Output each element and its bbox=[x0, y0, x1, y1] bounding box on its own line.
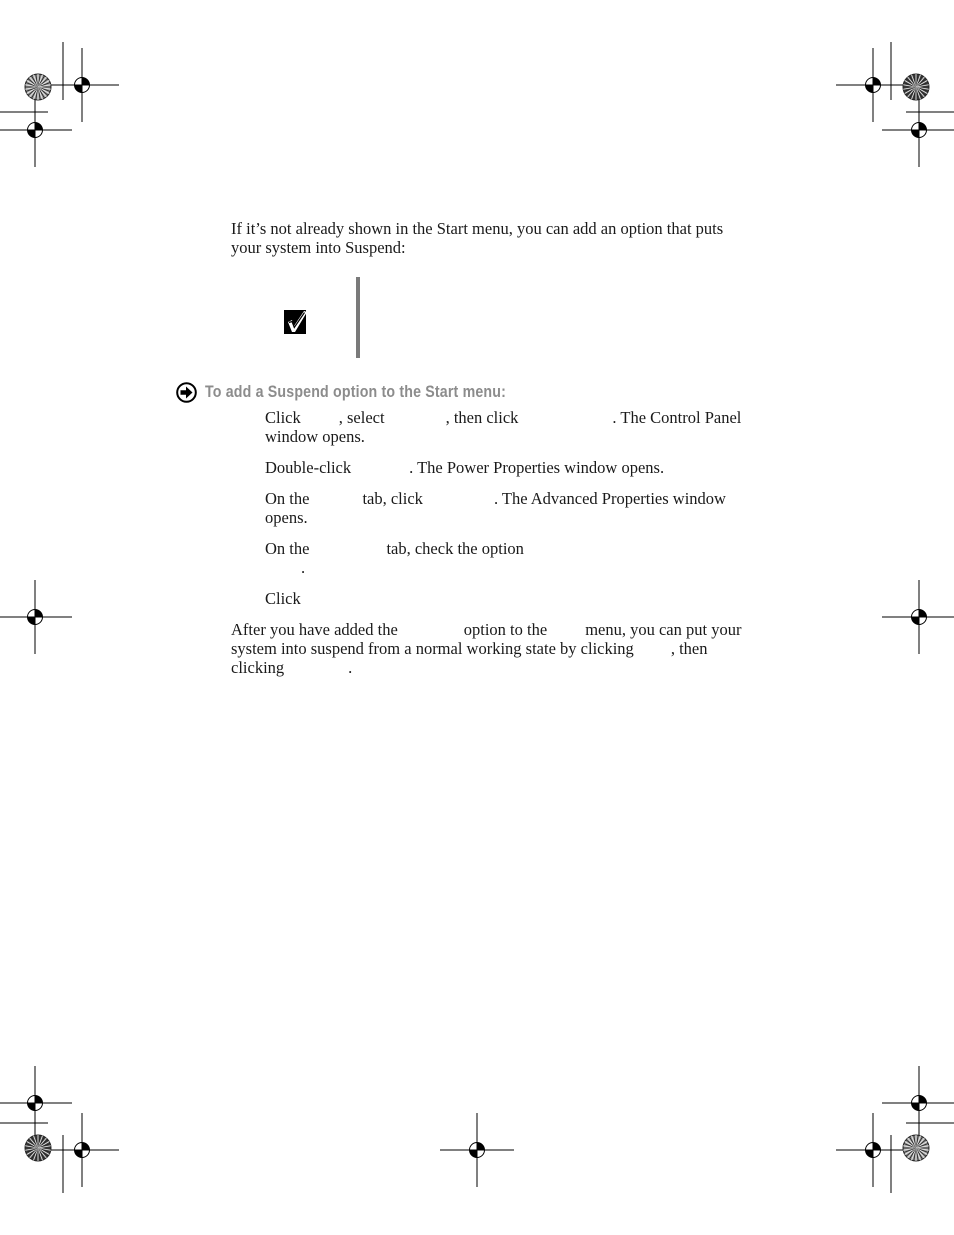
registration-target-icon bbox=[882, 580, 954, 654]
step-3-text-b: tab, click bbox=[362, 489, 423, 508]
step-1-text-e: window opens. bbox=[265, 427, 365, 446]
starburst-icon bbox=[903, 74, 929, 100]
step-3-text-a: On the bbox=[265, 489, 310, 508]
after-line-2b: , then bbox=[670, 639, 708, 658]
registration-target-icon bbox=[0, 580, 72, 654]
registration-target-icon bbox=[0, 1066, 72, 1140]
after-paragraph bbox=[231, 620, 741, 677]
after-line-1a: After you have added the bbox=[231, 620, 398, 639]
step-1-text-b: , select bbox=[338, 408, 385, 427]
step-4-text-c: . bbox=[301, 558, 306, 577]
step-1-text-a: Click bbox=[265, 408, 301, 427]
registration-target-icon bbox=[45, 48, 119, 122]
intro-line-2: your system into Suspend: bbox=[231, 238, 406, 257]
step-2-text-b: . The Power Properties window opens. bbox=[409, 458, 665, 477]
intro-paragraph bbox=[231, 219, 723, 257]
step-4-text-b: tab, check the option bbox=[386, 539, 524, 558]
starburst-icon bbox=[903, 1135, 929, 1161]
after-line-1c: menu, you can put your bbox=[585, 620, 742, 639]
registration-target-icon bbox=[45, 1113, 119, 1187]
registration-target-icon bbox=[882, 1066, 954, 1140]
procedure-step-3 bbox=[265, 489, 726, 527]
intro-line-1: If it’s not already shown in the Start menu, you can add an option that puts bbox=[231, 219, 724, 238]
after-line-1b: option to the bbox=[463, 620, 548, 639]
starburst-icon bbox=[25, 74, 51, 100]
procedure-step-4 bbox=[265, 539, 524, 577]
step-5-text-a: Click bbox=[265, 589, 301, 608]
step-3-text-c: . The Advanced Properties window bbox=[493, 489, 726, 508]
step-1-text-d: . The Control Panel bbox=[612, 408, 742, 427]
starburst-icon bbox=[25, 1135, 51, 1161]
procedure-step-1 bbox=[265, 408, 741, 446]
procedure-step-5 bbox=[265, 589, 301, 608]
registration-target-icon bbox=[882, 93, 954, 167]
procedure-title: To add a Suspend option to the Start menu: bbox=[205, 383, 507, 401]
note-divider bbox=[356, 277, 360, 358]
step-1-text-c: , then click bbox=[445, 408, 519, 427]
after-line-2a: system into suspend from a normal working state by clicking bbox=[231, 639, 634, 658]
check-mark-icon bbox=[283, 309, 309, 335]
registration-target-icon bbox=[0, 93, 72, 167]
procedure-step-2 bbox=[265, 458, 664, 477]
registration-target-icon bbox=[440, 1113, 514, 1187]
right-arrow-circle-icon bbox=[176, 382, 197, 403]
registration-target-icon bbox=[836, 48, 910, 122]
after-line-3b: . bbox=[348, 658, 353, 677]
step-4-text-a: On the bbox=[265, 539, 310, 558]
step-3-text-d: opens. bbox=[265, 508, 308, 527]
step-2-text-a: Double-click bbox=[265, 458, 352, 477]
after-line-3a: clicking bbox=[231, 658, 285, 677]
registration-target-icon bbox=[836, 1113, 910, 1187]
